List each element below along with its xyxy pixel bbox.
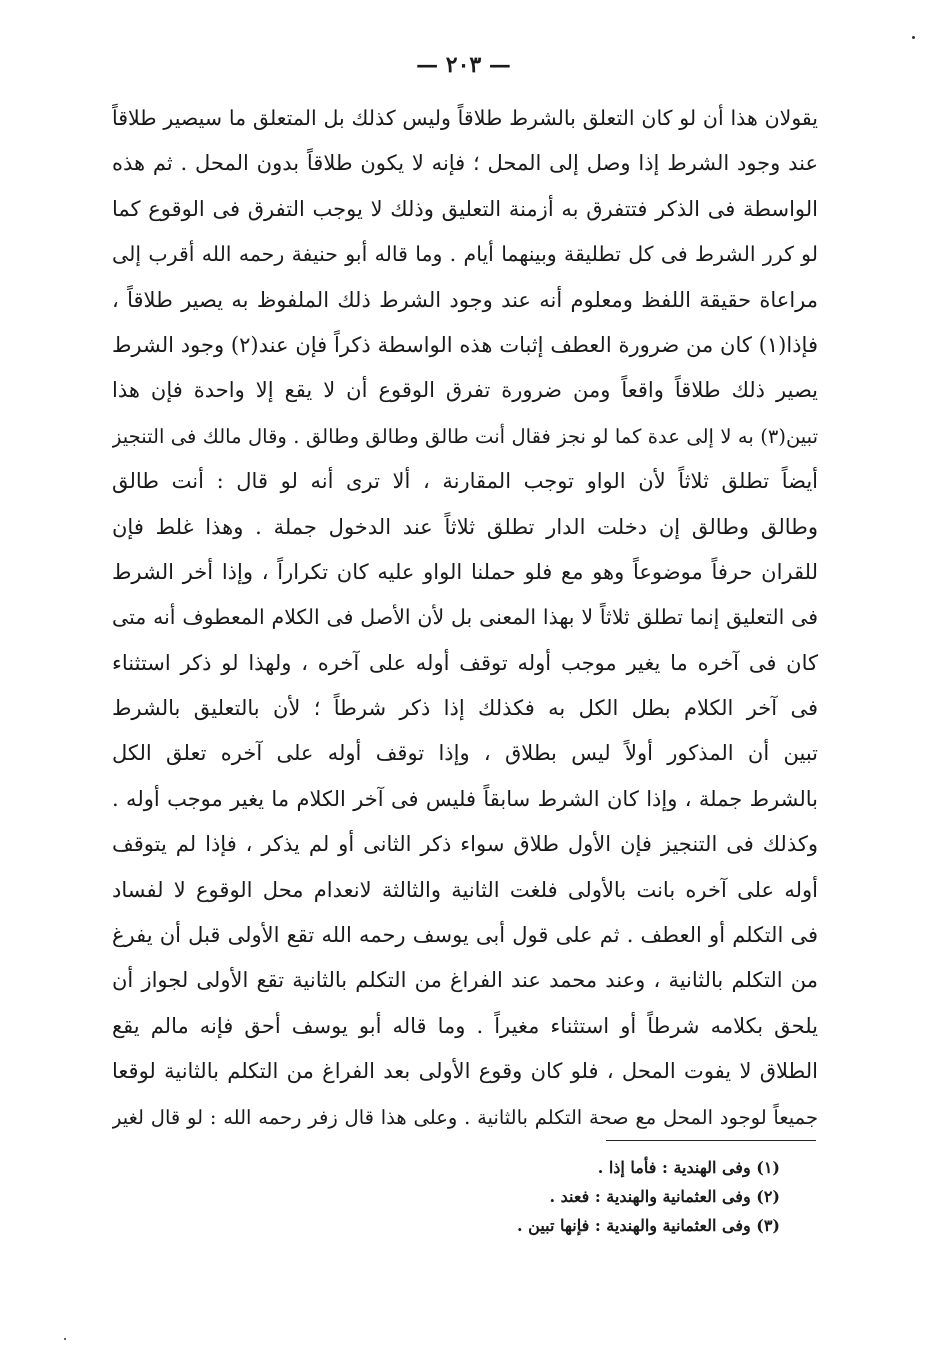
footnotes bbox=[300, 1153, 780, 1240]
text-line: فى التعليق إنما تطلق ثلاثاً لا بهذا المعنى بل لأن الأصل فى الكلام المعطوف أنه متى bbox=[112, 605, 818, 630]
footnote: (٢) وفى العثمانية والهندية : فعند . bbox=[549, 1187, 780, 1206]
text-line: وكذلك فى التنجيز فإن الأول طلاق سواء ذكر الثانى أو لم يذكر ، فإذا لم يتوقف bbox=[112, 832, 818, 857]
footnote: (٣) وفى العثمانية والهندية : فإنها تبين . bbox=[517, 1216, 780, 1235]
text-line: فى التكلم أو العطف . ثم على قول أبى يوسف رحمه الله تقع الأولى قبل أن يفرغ bbox=[112, 923, 818, 948]
text-line: فإذا(١) كان من ضرورة العطف إثبات هذه الواسطة ذكراً فإن عند(٢) وجود الشرط bbox=[112, 332, 818, 357]
text-line: وطالق وطالق إن دخلت الدار تطلق ثلاثاً عند الدخول جملة . وهذا غلط فإن bbox=[112, 514, 818, 539]
text-line: كان فى آخره ما يغير موجب أوله توقف أوله على آخره ، ولهذا لو ذكر استثناء bbox=[112, 650, 818, 675]
text-line: تبين أن المذكور أولاً ليس بطلاق ، وإذا توقف أوله على آخره تعلق الكل bbox=[112, 741, 818, 766]
text-line: بالشرط جملة ، وإذا كان الشرط سابقاً فليس فى آخر الكلام ما يغير موجب أوله . bbox=[112, 786, 818, 811]
text-line: من التكلم بالثانية ، وعند محمد عند الفراغ من التكلم بالثانية تقع الأولى لجواز أن bbox=[112, 968, 818, 993]
scan-speck bbox=[912, 36, 915, 39]
footnote: (١) وفى الهندية : فأما إذا . bbox=[597, 1158, 780, 1177]
text-line: لو كرر الشرط فى كل تطليقة وبينهما أيام . وما قاله أبو حنيفة رحمه الله أقرب إلى bbox=[112, 242, 818, 267]
text-line: للقران حرفاً موضوعاً وهو مع فلو حملنا الواو عليه كان تكراراً ، وإذا أخر الشرط bbox=[112, 559, 818, 584]
page-number: — ٢٠٣ — bbox=[416, 52, 511, 78]
text-line: عند وجود الشرط إذا وصل إلى المحل ؛ فإنه لا يكون طلاقاً بدون المحل . ثم هذه bbox=[112, 151, 818, 176]
text-line: تبين(٣) به لا إلى عدة كما لو نجز فقال أنت طالق وطالق وطالق . وقال مالك فى التنجيز bbox=[112, 424, 818, 448]
text-line: يلحق بكلامه شرطاً أو استثناء مغيراً . وما قاله أبو يوسف أحق فإنه مالم يقع bbox=[112, 1013, 818, 1038]
footnote-divider bbox=[606, 1140, 816, 1141]
body-text bbox=[112, 96, 818, 1140]
text-line: أيضاً تطلق ثلاثاً لأن الواو توجب المقارنة ، ألا ترى أنه لو قال : أنت طالق bbox=[112, 469, 818, 494]
text-line: مراعاة حقيقة اللفظ ومعلوم أنه عند وجود الشرط ذلك الملفوظ به يصير طلاقاً ، bbox=[112, 287, 818, 312]
text-line: جميعاً لوجود المحل مع صحة التكلم بالثانية . وعلى هذا قال زفر رحمه الله : لو قال لغير bbox=[112, 1105, 818, 1129]
text-line: الواسطة فى الذكر فتتفرق به أزمنة التعليق وذلك لا يوجب التفرق فى الوقوع كما bbox=[112, 196, 818, 221]
text-line: يصير ذلك طلاقاً واقعاً ومن ضرورة تفرق الوقوع أن لا يقع إلا واحدة فإن هذا bbox=[112, 378, 818, 403]
text-line: فى آخر الكلام بطل الكل به فكذلك إذا ذكر شرطاً ؛ لأن بالتعليق بالشرط bbox=[112, 696, 818, 721]
text-line: أوله على آخره بانت بالأولى فلغت الثانية والثالثة لانعدام محل الوقوع لا لفساد bbox=[112, 877, 818, 902]
text-line: الطلاق لا يفوت المحل ، فلو كان وقوع الأولى بعد الفراغ من التكلم بالثانية لوقعا bbox=[112, 1059, 818, 1084]
scan-speck bbox=[64, 1338, 66, 1340]
text-line: يقولان هذا أن لو كان التعلق بالشرط طلاقاً وليس كذلك بل المتعلق ما سيصير طلاقاً bbox=[112, 106, 818, 130]
